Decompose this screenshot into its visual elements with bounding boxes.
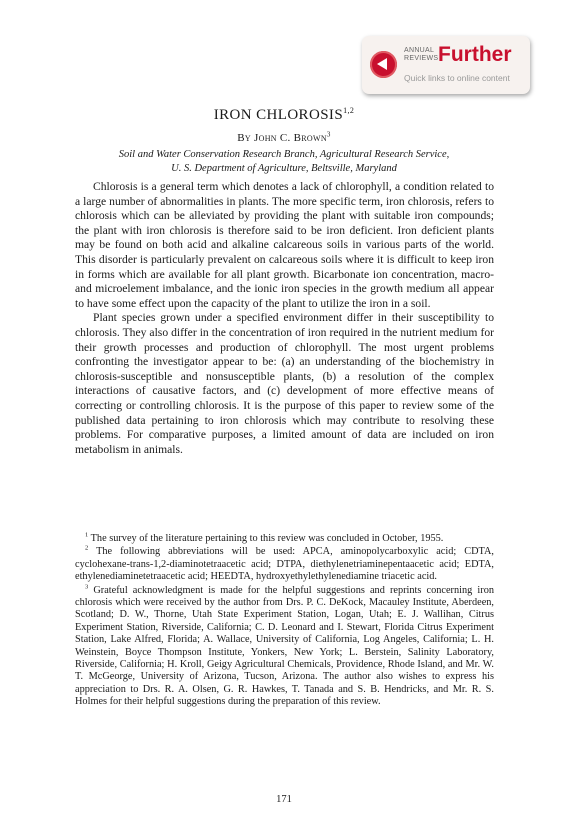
title-footnote-marks: 1,2	[343, 106, 355, 115]
byline-footnote-mark: 3	[326, 130, 331, 139]
article-title	[0, 106, 568, 124]
badge-annual-text: ANNUAL	[404, 47, 435, 54]
article-title-text: IRON CHLOROSIS	[213, 107, 344, 123]
footnote-1-mark: 1	[85, 531, 89, 539]
footnote-1	[75, 533, 494, 545]
article-byline	[0, 132, 568, 145]
footnote-3	[75, 585, 494, 709]
badge-further-text: Further	[438, 43, 512, 66]
footnote-3-text: Grateful acknowledgment is made for the helpful suggestions and reprints concerning iron chlorosis which were received by the author from Drs. P. C. DeKock, Macauley Institute, Aberdeen, Scotland; D. W., Thorne, Utah State Experiment Station, Logan, Utah; E. J. Wallihan, Citrus Experiment Station, Riverside, California; C. D. Leonard and I. Stewart, Florida Citrus Experiment Station, Lake Alfred, Florida; A. Wallace, University of California, Log Angeles, California; L. H. Weinstein, Boyce Thompson Institute, Yonkers, New York; L. Berstein, Salinity Laboratory, Riverside, California; H. Kroll, Geigy Agricultural Chemicals, Providence, Rhode Island, and Mr. W. T. McGeorge, University of Arizona, Tucson, Arizona. The author also wishes to express his appreciation to Drs. R. A. Olsen, G. R. Hawkes, T. Tanada and S. B. Hendricks, and Mr. R. S. Holmes for their helpful suggestions during the preparation of this review.	[75, 584, 494, 708]
body-paragraph-1: Chlorosis is a general term which denotes a lack of chlorophyll, a condition related to a large number of abnormalities in plants. The more specific term, iron chlorosis, refers to chlorosis which can be alleviated by providing the plant with suitable iron compounds; the plant with iron chlorosis is therefore said to be iron deficient. Iron deficient plants may be found on both acid and alkaline calcareous soils in various parts of the world. This disorder is particularly prevalent on calcareous soils where it is difficult to keep iron in forms which are available for all plant growth. Bicarbonate ion concentration, macro- and microelement imbalance, and the ionic iron species in the growth medium all appear to have some effect upon the capacity of the plant to utilize the iron in a soil.	[75, 180, 494, 310]
play-back-icon	[370, 51, 397, 78]
footnote-2-mark: 2	[85, 544, 89, 552]
affiliation-line-1: Soil and Water Conservation Research Branch, Agricultural Research Service,	[118, 149, 450, 160]
footnote-1-text: The survey of the literature pertaining to this review was concluded in October, 1955.	[90, 533, 444, 544]
badge-quick-links-text: Quick links to online content	[404, 73, 510, 83]
byline-text: By John C. Brown	[237, 132, 327, 144]
footnote-3-mark: 3	[85, 583, 89, 591]
badge-reviews-text: REVIEWS	[404, 55, 439, 62]
affiliation-line-2: U. S. Department of Agriculture, Beltsville, Maryland	[171, 163, 397, 174]
body-paragraph-2: Plant species grown under a specified environment differ in their susceptibility to chlorosis. They also differ in the concentration of iron required in the nutrient medium for their growth processes and production of chlorophyll. The most urgent problems confronting the investigator appear to be: (a) an understanding of the biochemistry in chlorosis-susceptible and nonsusceptible plants, (b) a resolution of the complex interactions of causative factors, and (c) development of more effective means of correcting or controlling chlorosis. It is the purpose of this paper to review some of the published data pertaining to iron chlorosis which may contribute to resolving these problems. For comparative purposes, a limited amount of data are included on iron metabolism in animals.	[75, 311, 494, 456]
annual-reviews-further-badge[interactable]	[362, 36, 530, 94]
footnote-2	[75, 546, 494, 583]
footnotes	[75, 533, 494, 710]
article-body	[75, 180, 494, 457]
footnote-2-text: The following abbreviations will be used: APCA, aminopolycarboxylic acid; CDTA, cyclohexane-trans-1,2-diaminotetraacetic acid; DTPA, diethylenetriaminepentaacetic acid; EDTA, ethylenediaminetetraacetic acid; HEEDTA, hydroxyethylethylenediamine triacetic acid.	[75, 546, 494, 583]
page-number: 171	[276, 794, 292, 805]
